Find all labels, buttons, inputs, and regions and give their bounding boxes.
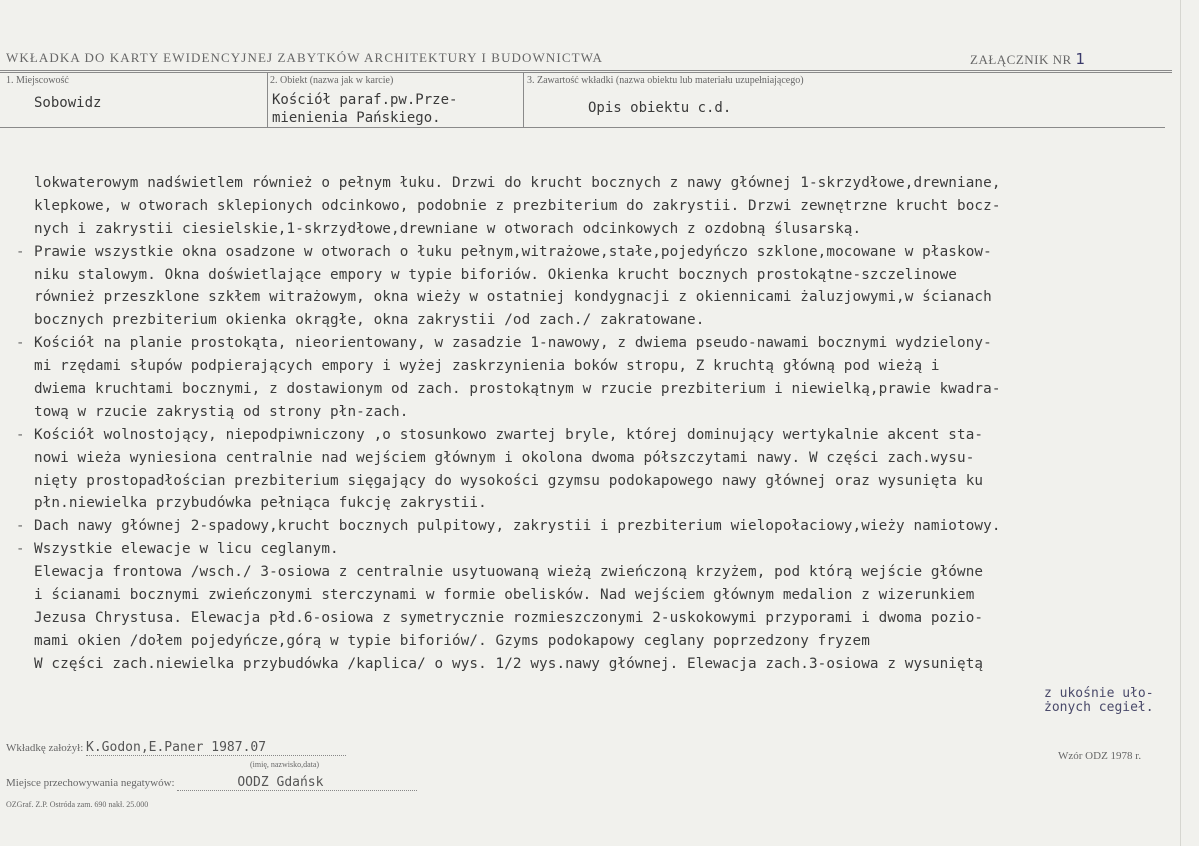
bullet-marker: - (16, 426, 25, 443)
body-line-text: bocznych prezbiterium okienka okrągłe, okna zakrystii /od zach./ zakratowane. (34, 312, 705, 329)
body-line (34, 653, 1192, 676)
overtype-line-1: z ukośnie uło- (1044, 686, 1154, 701)
body-line (34, 447, 1192, 470)
body-line (34, 607, 1192, 630)
storage-value: OODZ Gdańsk (177, 775, 417, 791)
body-line-text: Dach nawy głównej 2-spadowy,krucht bocznych pulpitowy, zakrystii i prezbiterium wielopołaciowy,wieży namiotowy. (34, 518, 1001, 535)
place-label: 1. Miejscowość (6, 75, 69, 86)
content-label: 3. Zawartość wkładki (nazwa obiektu lub materiału uzupełniającego) (527, 75, 804, 86)
overtype-line-2: żonych cegieł. (1044, 700, 1154, 715)
annex-label-text: ZAŁĄCZNIK NR (970, 52, 1072, 67)
bullet-marker: - (16, 335, 25, 352)
body-line-text: nięty prostopadłościan prezbiterium sięgający do wysokości gzymsu podokapowego nawy głównej oraz wysunięta ku (34, 472, 984, 489)
body-line (16, 424, 1192, 447)
body-line (16, 332, 1192, 355)
bullet-marker: - (16, 518, 25, 535)
body-line-text: Kościół na planie prostokąta, nieorientowany, w zasadzie 1-nawowy, z dwiema pseudo-nawami bocznymi wydzielony- (34, 335, 992, 352)
body-line (34, 286, 1192, 309)
body-line-text: Prawie wszystkie okna osadzone w otworach o łuku pełnym,witrażowe,stałe,pojedyńczo szklone,mocowane w płaskow- (34, 243, 992, 260)
field-divider-1 (267, 72, 268, 128)
storage-label: Miejsce przechowywania negatywów: (6, 777, 175, 789)
header-rule-bottom (0, 72, 1172, 73)
body-line (34, 309, 1192, 332)
bullet-marker: - (16, 243, 25, 260)
body-line (34, 401, 1192, 424)
content-value: Opis obiektu c.d. (588, 100, 732, 116)
object-label: 2. Obiekt (nazwa jak w karcie) (270, 75, 394, 86)
body-line (34, 630, 1192, 653)
body-line (34, 355, 1192, 378)
body-line-text: Jezusa Chrystusa. Elewacja płd.6-osiowa z symetrycznie rozmieszczonymi 2-uskokowymi przyporami i dwoma pozio- (34, 609, 984, 626)
print-note: OZGraf. Z.P. Ostróda zam. 690 nakł. 25.000 (6, 800, 149, 809)
body-line (16, 538, 1192, 561)
body-line-text: Kościół wolnostojący, niepodpiwniczony ,o stosunkowo zwartej bryle, której dominujący wertykalnie akcent sta- (34, 426, 984, 443)
body-line-text: niku stalowym. Okna doświetlające empory w typie biforiów. Okienka krucht bocznych prostokątne-szczelinowe (34, 266, 957, 283)
body-line (34, 492, 1192, 515)
header-rule-top (0, 70, 1172, 71)
body-line (16, 241, 1192, 264)
body-line-text: nowi wieża wyniesiona centralnie nad wejściem głównym i okolona dwoma półszczytami nawy. W części zach.wysu- (34, 449, 975, 466)
body-line-text: W części zach.niewielka przybudówka /kaplica/ o wys. 1/2 wys.nawy głównej. Elewacja zach.3-osiowa z wysuniętą (34, 655, 984, 672)
body-line-text: klepkowe, w otworach sklepionych odcinkowo, podobnie z prezbiterium do zakrystii. Drzwi zewnętrzne krucht bocz- (34, 197, 1001, 214)
object-value-line2: mienienia Pańskiego. (272, 110, 441, 126)
body-line-text: Wszystkie elewacje w licu ceglanym. (34, 541, 339, 558)
body-line-text: dwiema kruchtami bocznymi, z dostawionym od zach. prostokątnym w rzucie prezbiterium i niewielką,prawie kwadra- (34, 381, 1001, 398)
prepared-by-value: K.Godon,E.Paner 1987.07 (86, 740, 346, 756)
place-value: Sobowidz (34, 95, 102, 111)
body-line (34, 584, 1192, 607)
storage-row (6, 775, 417, 791)
annex-number: 1 (1075, 50, 1086, 68)
description-body (16, 172, 1192, 676)
prepared-by-label: Wkładkę założył: (6, 742, 84, 754)
sheet-edge (1180, 0, 1181, 846)
field-divider-2 (523, 72, 524, 128)
body-line-text: lokwaterowym nadświetlem również o pełnym łuku. Drzwi do krucht bocznych z nawy głównej 1-skrzydłowe,drewniane, (34, 175, 1001, 191)
body-line (34, 264, 1192, 287)
body-line-text: i ścianami bocznymi zwieńczonymi sterczynami w formie obelisków. Nad wejściem głównym medalion z wizerunkiem (34, 587, 975, 604)
body-line-text: mi rzędami słupów podpierających empory i wyżej zaskrzynienia boków stropu, Z kruchtą główną pod wieżą i (34, 358, 940, 375)
body-line-text: tową w rzucie zakrystią od strony płn-zach. (34, 403, 409, 420)
form-title: WKŁADKA DO KARTY EWIDENCYJNEJ ZABYTKÓW ARCHITEKTURY I BUDOWNICTWA (6, 50, 604, 65)
form-version: Wzór ODZ 1978 r. (1058, 750, 1142, 762)
body-line-text: nych i zakrystii ciesielskie,1-skrzydłowe,drewniane w otworach odcinkowych z ozdobną ślusarską. (34, 220, 862, 237)
object-value-line1: Kościół paraf.pw.Prze- (272, 92, 458, 108)
body-line-text: płn.niewielka przybudówka pełniąca fukcję zakrystii. (34, 495, 487, 512)
body-line-text: mami okien /dołem pojedyńcze,górą w typie biforiów/. Gzyms podokapowy ceglany poprzedzony fryzem (34, 632, 870, 649)
body-line-text: również przeszklone szkłem witrażowym, okna wieży w ostatniej kondygnacji z okiennicami żaluzjowymi,w ścianach (34, 289, 992, 306)
overtype-correction (1044, 687, 1154, 715)
body-line (34, 218, 1192, 241)
body-line (16, 515, 1192, 538)
body-line (34, 195, 1192, 218)
fields-bottom-rule (0, 127, 1165, 128)
prepared-by-hint: (imię, nazwisko,data) (250, 760, 320, 769)
body-line (34, 172, 1192, 195)
body-line (34, 561, 1192, 584)
bullet-marker: - (16, 541, 25, 558)
body-line (34, 470, 1192, 493)
annex-label (970, 50, 1085, 68)
body-line (34, 378, 1192, 401)
prepared-by-row (6, 740, 346, 756)
body-line-text: Elewacja frontowa /wsch./ 3-osiowa z centralnie usytuowaną wieżą zwieńczoną krzyżem, pod którą wejście główne (34, 564, 984, 581)
